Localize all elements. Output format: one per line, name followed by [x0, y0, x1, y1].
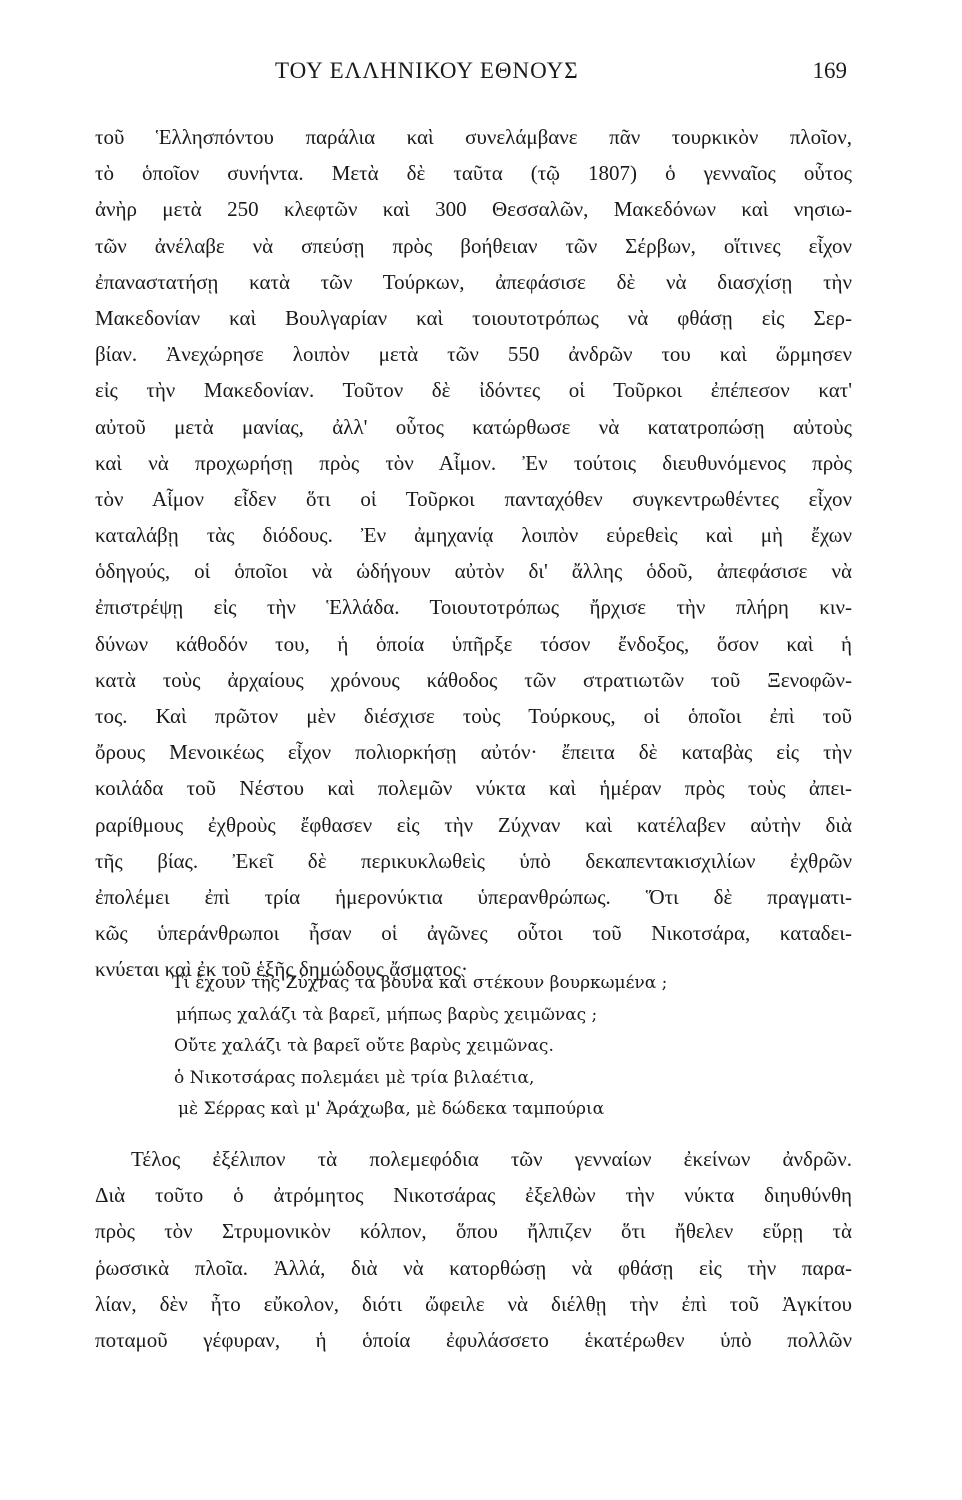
- verse-line: μὲ Σέρρας καὶ μ' Ἀράχωβα, μὲ δώδεκα ταμπούρια: [178, 1099, 605, 1119]
- paragraph-2: [95, 1141, 852, 1358]
- text-line: ὁδηγούς, οἱ ὁποῖοι νὰ ὡδήγουν αὐτὸν δι' ἄλλης ὁδοῦ, ἀπεφάσισε νὰ: [95, 559, 852, 584]
- page-header: [95, 58, 855, 98]
- text-line: βίαν. Ἀνεχώρησε λοιπὸν μετὰ τῶν 550 ἀνδρῶν του καὶ ὥρμησεν: [95, 342, 852, 367]
- text-line: Τέλος ἐξέλιπον τὰ πολεμεφόδια τῶν γενναίων ἐκείνων ἀνδρῶν.: [131, 1147, 852, 1171]
- text-line: κοιλάδα τοῦ Νέστου καὶ πολεμῶν νύκτα καὶ ἡμέραν πρὸς τοὺς ἀπει-: [95, 776, 852, 801]
- text-line: Μακεδονίαν καὶ Βουλγαρίαν καὶ τοιουτοτρόπως νὰ φθάσῃ εἰς Σερ-: [95, 305, 852, 330]
- text-line: ἐπιστρέψῃ εἰς τὴν Ἑλλάδα. Τοιουτοτρόπως ἤρχισε τὴν πλήρη κιν-: [95, 595, 852, 620]
- text-line: ἀνὴρ μετὰ 250 κλεφτῶν καὶ 300 Θεσσαλῶν, Μακεδόνων καὶ νησιω-: [95, 197, 852, 222]
- verse-line: ὁ Νικοτσάρας πολεμάει μὲ τρία βιλαέτια,: [174, 1067, 535, 1088]
- text-line: κνύεται καὶ ἐκ τοῦ ἑξῆς δημώδους ᾄσματος·: [95, 957, 469, 982]
- text-line: λίαν, δὲν ἦτο εὔκολον, διότι ὤφειλε νὰ διέλθῃ τὴν ἐπὶ τοῦ Ἀγκίτου: [95, 1291, 852, 1316]
- text-line: καὶ νὰ προχωρήσῃ πρὸς τὸν Αἷμον. Ἐν τούτοις διευθυνόμενος πρὸς: [95, 450, 852, 475]
- text-line: ποταμοῦ γέφυραν, ἡ ὁποία ἐφυλάσσετο ἑκατέρωθεν ὑπὸ πολλῶν: [95, 1327, 852, 1352]
- text-line: τος. Καὶ πρῶτον μὲν διέσχισε τοὺς Τούρκους, οἱ ὁποῖοι ἐπὶ τοῦ: [95, 704, 852, 728]
- text-line: ὄρους Μενοικέως εἶχον πολιορκήσῃ αὐτόν· ἔπειτα δὲ καταβὰς εἰς τὴν: [95, 740, 852, 765]
- verse-line: μήπως χαλάζι τὰ βαρεῖ, μήπως βαρὺς χειμῶνας ;: [176, 1004, 598, 1025]
- text-line: ραρίθμους ἐχθροὺς ἔφθασεν εἰς τὴν Ζύχναν καὶ κατέλαβεν αὐτὴν διὰ: [95, 812, 852, 837]
- text-line: αὐτοῦ μετὰ μανίας, ἀλλ' οὗτος κατώρθωσε νὰ κατατροπώσῃ αὐτοὺς: [95, 414, 852, 439]
- paragraph-1: [95, 119, 852, 988]
- text-line: εἰς τὴν Μακεδονίαν. Τοῦτον δὲ ἰδόντες οἱ Τοῦρκοι ἐπέπεσον κατ': [95, 378, 852, 403]
- text-line: πρὸς τὸν Στρυμονικὸν κόλπον, ὅπου ἤλπιζεν ὅτι ἤθελεν εὕρῃ τὰ: [95, 1219, 852, 1244]
- verse-line: Τί ἔχουν τῆς Ζύχνας τὰ βουνὰ καὶ στέκουν βουρκωμένα ;: [172, 973, 668, 993]
- text-line: κῶς ὑπεράνθρωποι ἦσαν οἱ ἀγῶνες οὗτοι τοῦ Νικοτσάρα, καταδει-: [95, 921, 852, 946]
- text-line: καταλάβῃ τὰς διόδους. Ἐν ἀμηχανίᾳ λοιπὸν εὑρεθεὶς καὶ μὴ ἔχων: [95, 523, 852, 548]
- text-line: τὸ ὁποῖον συνήντα. Μετὰ δὲ ταῦτα (τῷ 1807) ὁ γενναῖος οὗτος: [95, 161, 852, 186]
- page-number: 169: [812, 58, 847, 83]
- text-line: δύνων κάθοδόν του, ἡ ὁποία ὑπῆρξε τόσον ἔνδοξος, ὅσον καὶ ἡ: [95, 631, 852, 656]
- folk-song-verse: [172, 968, 772, 1126]
- text-line: τῶν ἀνέλαβε νὰ σπεύσῃ πρὸς βοήθειαν τῶν Σέρβων, οἵτινες εἶχον: [95, 233, 852, 258]
- text-line: τῆς βίας. Ἐκεῖ δὲ περικυκλωθεὶς ὑπὸ δεκαπεντακισχιλίων ἐχθρῶν: [95, 848, 852, 873]
- text-line: κατὰ τοὺς ἀρχαίους χρόνους κάθοδος τῶν στρατιωτῶν τοῦ Ξενοφῶν-: [95, 667, 852, 692]
- verse-line: Οὔτε χαλάζι τὰ βαρεῖ οὔτε βαρὺς χειμῶνας.: [174, 1036, 554, 1056]
- text-line: ῥωσσικὰ πλοῖα. Ἀλλά, διὰ νὰ κατορθώσῃ νὰ φθάσῃ εἰς τὴν παρα-: [95, 1255, 852, 1280]
- running-title: ΤΟΥ ΕΛΛΗΝΙΚΟΥ ΕΘΝΟΥΣ: [275, 58, 579, 83]
- text-line: Διὰ τοῦτο ὁ ἀτρόμητος Νικοτσάρας ἐξελθὼν τὴν νύκτα διηυθύνθη: [95, 1183, 852, 1208]
- text-line: ἐπαναστατήσῃ κατὰ τῶν Τούρκων, ἀπεφάσισε δὲ νὰ διασχίσῃ τὴν: [95, 269, 852, 294]
- text-line: ἐπολέμει ἐπὶ τρία ἡμερονύκτια ὑπερανθρώπως. Ὅτι δὲ πραγματι-: [95, 884, 852, 909]
- text-line: τὸν Αἷμον εἶδεν ὅτι οἱ Τοῦρκοι πανταχόθεν συγκεντρωθέντες εἶχον: [95, 486, 852, 511]
- text-line: τοῦ Ἑλλησπόντου παράλια καὶ συνελάμβανε πᾶν τουρκικὸν πλοῖον,: [95, 125, 852, 149]
